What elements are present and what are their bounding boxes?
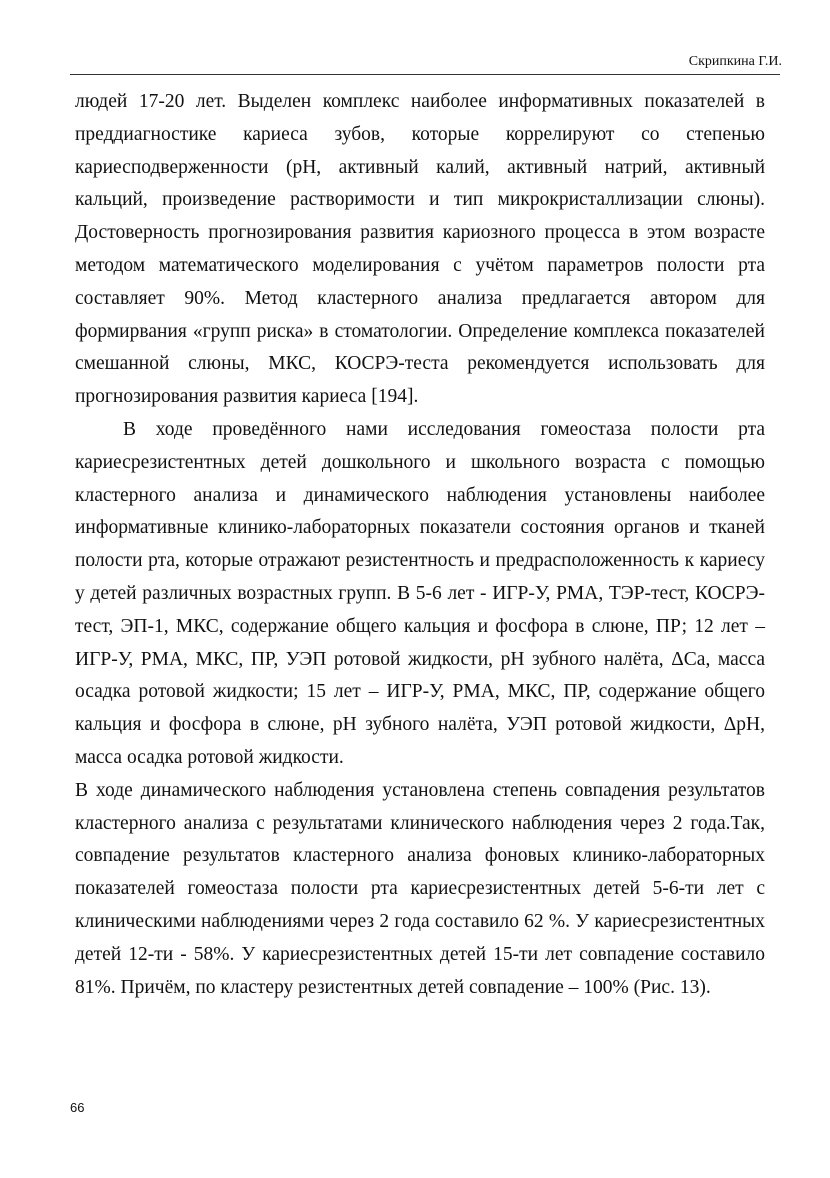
page-number: 66 bbox=[70, 1100, 85, 1115]
body-text bbox=[75, 86, 765, 1004]
paragraph-1: людей 17-20 лет. Выделен комплекс наиболее информативных показателей в преддиагностике кариеса зубов, которые коррелируют со степенью кариесподверженности (рН, активный калий, активный натрий, активный кальций, произведение растворимости и тип микрокристаллизации слюны). Достоверность прогнозирования развития кариозного процесса в этом возрасте методом математического моделирования с учётом параметров полости рта составляет 90%. Метод кластерного анализа предлагается автором для формирвания «групп риска» в стоматологии. Определение комплекса показателей смешанной слюны, МКС, КОСРЭ-теста рекомендуется использовать для прогнозирования развития кариеса [194]. bbox=[75, 91, 765, 408]
header-rule bbox=[70, 74, 780, 75]
paragraph-3: В ходе динамического наблюдения установлена степень совпадения результатов кластерного анализа с результатами клинического наблюдения через 2 года.Так, совпадение результатов кластерного анализа фоновых клинико-лабораторных показателей гомеостаза полости рта кариесрезистентных детей 5-6-ти лет с клиническими наблюдениями через 2 года составило 62 %. У кариесрезистентных детей 12-ти - 58%. У кариесрезистентных детей 15-ти лет совпадение составило 81%. Причём, по кластеру резистентных детей совпадение – 100% (Рис. 13). bbox=[75, 779, 765, 998]
running-head-author: Скрипкина Г.И. bbox=[688, 54, 782, 69]
paragraph-2: В ходе проведённого нами исследования гомеостаза полости рта кариесрезистентных детей дошкольного и школьного возраста с помощью кластерного анализа и динамического наблюдения установлены наиболее информативные клинико-лабораторных показатели состояния органов и тканей полости рта, которые отражают резистентность и предрасположенность к кариесу у детей различных возрастных групп. В 5-6 лет - ИГР-У, РМА, ТЭР-тест, КОСРЭ-тест, ЭП-1, МКС, содержание общего кальция и фосфора в слюне, ПР; 12 лет – ИГР-У, РМА, МКС, ПР, УЭП ротовой жидкости, pH зубного налёта, ΔСа, масса осадка ротовой жидкости; 15 лет – ИГР-У, РМА, МКС, ПР, содержание общего кальция и фосфора в слюне, рН зубного налёта, УЭП ротовой жидкости, ΔрН, масса осадка ротовой жидкости. bbox=[75, 418, 765, 768]
